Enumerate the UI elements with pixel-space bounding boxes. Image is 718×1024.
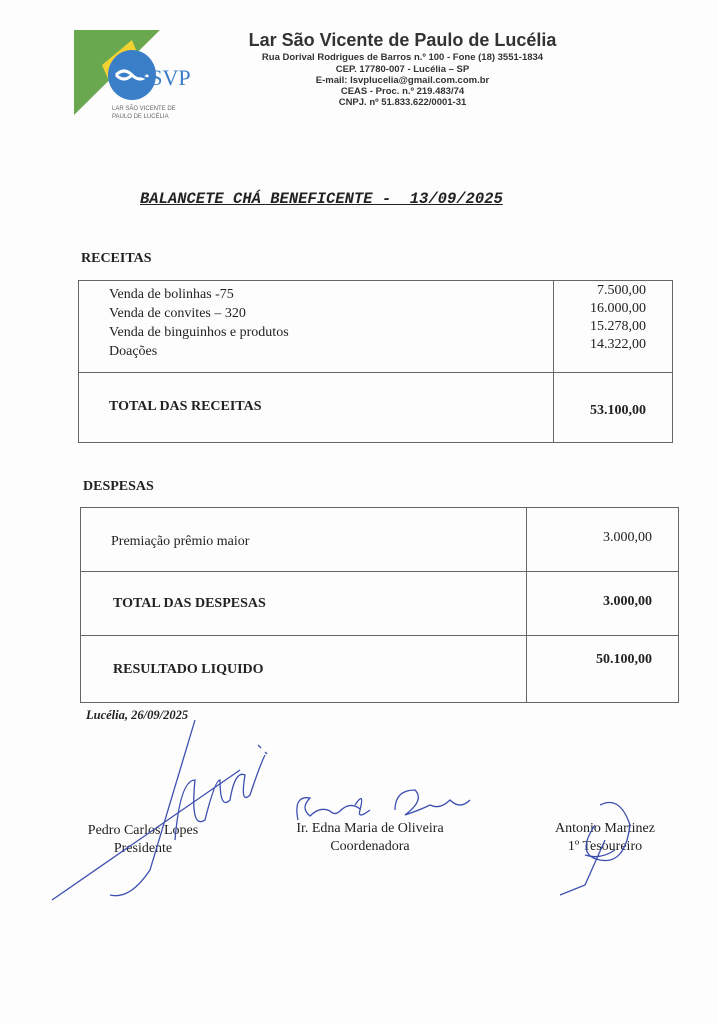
receita-value: 15.278,00 (590, 319, 646, 334)
total-despesas-label: TOTAL DAS DESPESAS (81, 572, 527, 636)
receita-value: 14.322,00 (590, 337, 646, 352)
receitas-heading: RECEITAS (81, 251, 152, 266)
despesa-value: 3.000,00 (527, 508, 679, 572)
total-receitas-value: 53.100,00 (554, 373, 673, 443)
signatory-role: Coordenadora (330, 839, 410, 854)
total-receitas-label: TOTAL DAS RECEITAS (79, 373, 554, 443)
cnpj-line: CNPJ. nº 51.833.622/0001-31 (338, 97, 467, 108)
receita-value: 16.000,00 (590, 301, 646, 316)
signatory-name: Pedro Carlos Lopes (87, 823, 199, 838)
signatory-role: Presidente (113, 841, 173, 856)
document-title: BALANCETE CHÁ BENEFICENTE - 13/09/2025 (140, 190, 503, 208)
date-line: Lucélia, 26/09/2025 (86, 708, 189, 722)
receita-label: Venda de bolinhas -75 (109, 287, 234, 302)
despesa-label: Premiação prêmio maior (81, 508, 527, 572)
signatory-role: 1º Tesoureiro (567, 839, 643, 854)
total-despesas-value: 3.000,00 (527, 572, 679, 636)
svg-text:SSVP: SSVP (138, 65, 191, 90)
ceas-line: CEAS - Proc. n.º 219.483/74 (340, 86, 465, 97)
receita-label: Venda de binguinhos e produtos (109, 325, 289, 340)
receita-label: Venda de convites – 320 (109, 306, 246, 321)
receita-label: Doações (109, 344, 158, 359)
signatory-name: Antonio Martinez (555, 821, 655, 836)
address-line: Rua Dorival Rodrigues de Barros n.º 100 - Fone (18) 3551-1834 (261, 52, 544, 63)
logo-caption: LAR SÃO VICENTE DE PAULO DE LUCÉLIA (112, 106, 176, 120)
organization-name: Lar São Vicente de Paulo de Lucélia (248, 30, 557, 50)
receita-value: 7.500,00 (597, 283, 646, 298)
signatory-name: Ir. Edna Maria de Oliveira (296, 821, 444, 836)
email-line: E-mail: lsvplucelia@gmail.com.com.br (315, 75, 490, 86)
despesas-heading: DESPESAS (83, 479, 154, 494)
resultado-liquido-value: 50.100,00 (527, 636, 679, 703)
cep-line: CEP. 17780-007 - Lucélia – SP (335, 64, 470, 75)
resultado-liquido-label: RESULTADO LIQUIDO (81, 636, 527, 703)
